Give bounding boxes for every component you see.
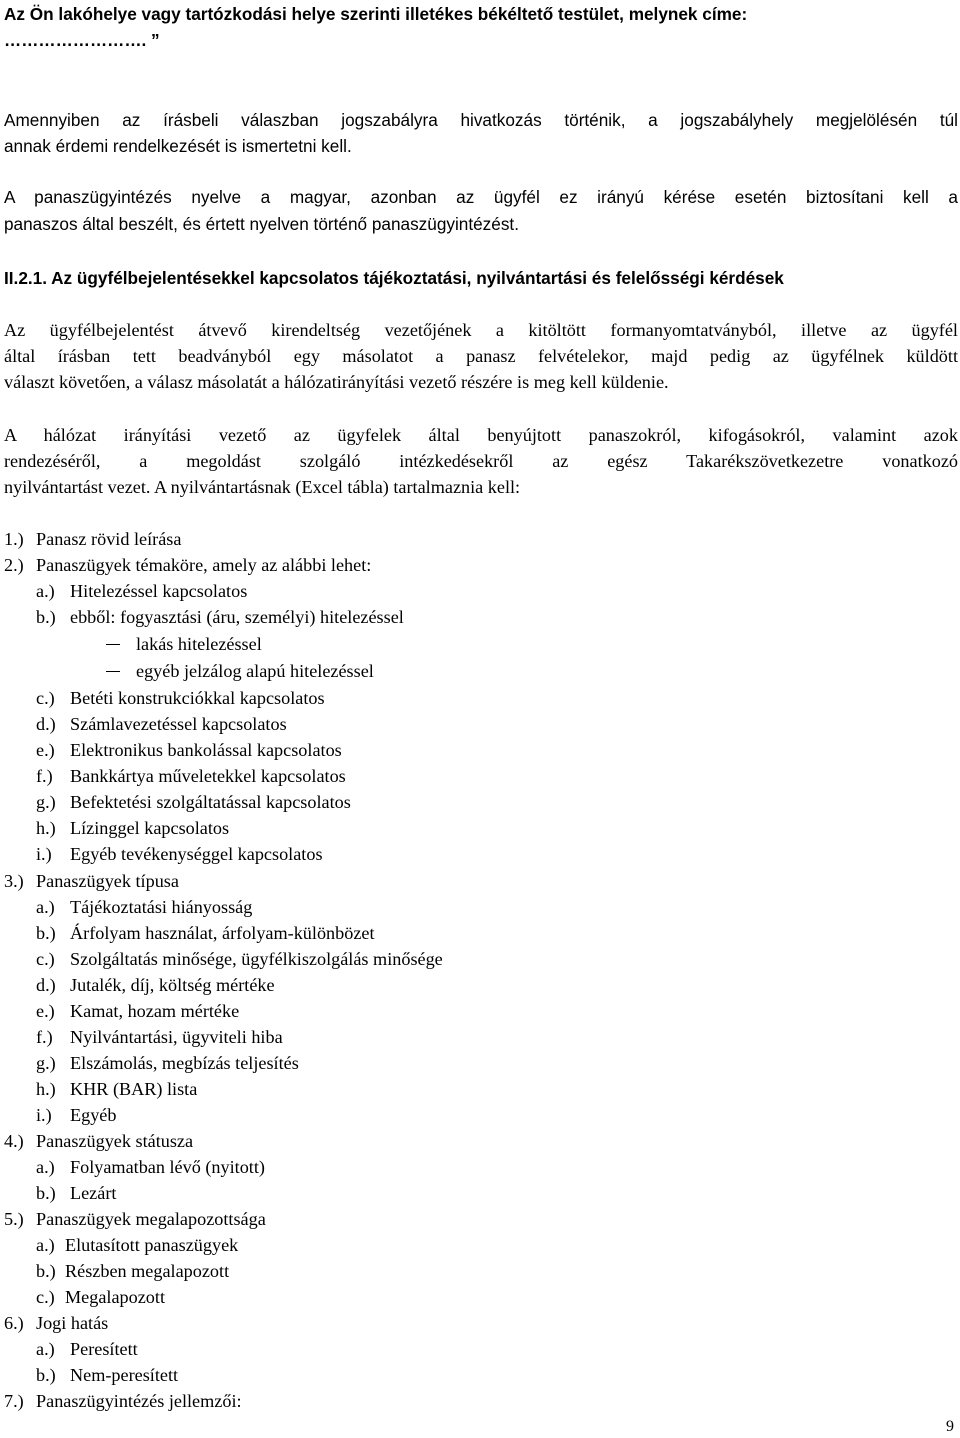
paragraph-3-line-3: választ követően, a válasz másolatát a hálózatirányítási vezető részére is meg kell küldenie. xyxy=(4,372,669,392)
list-item: i.) Egyéb xyxy=(36,1105,117,1125)
list-item: d.) Számlavezetéssel kapcsolatos xyxy=(36,714,287,734)
paragraph-4-line-2: rendezéséről, a megoldást szolgáló intézkedésekről az egész Takarékszövetkezetre vonatkozó xyxy=(4,451,958,471)
list-item: 6.) Jogi hatás xyxy=(4,1313,109,1333)
list-item: b.) Nem-peresített xyxy=(36,1365,179,1385)
paragraph-1-line-1: Amennyiben az írásbeli válaszban jogszabályra hivatkozás történik, a jogszabályhely megjelölésén túl xyxy=(4,110,958,130)
paragraph-1-line-2: annak érdemi rendelkezését is ismertetni kell. xyxy=(4,136,352,156)
intro-heading-continuation: ……………………. ” xyxy=(4,30,160,50)
list-item: b.) ebből: fogyasztási (áru, személyi) hitelezéssel xyxy=(36,607,404,627)
paragraph-2-line-1: A panaszügyintézés nyelve a magyar, azonban az ügyfél ez irányú kérése esetén biztosítani kell a xyxy=(4,187,958,207)
list-item: 3.) Panaszügyek típusa xyxy=(4,871,179,891)
paragraph-3-line-2: által írásban tett beadványból egy másolatot a panasz felvételekor, majd pedig az ügyfélnek küldött xyxy=(4,346,958,366)
list-item: d.) Jutalék, díj, költség mértéke xyxy=(36,975,275,995)
list-item: a.) Folyamatban lévő (nyitott) xyxy=(36,1157,265,1177)
list-item: a.) Hitelezéssel kapcsolatos xyxy=(36,581,248,601)
list-item: b.) Részben megalapozott xyxy=(36,1261,230,1281)
intro-heading: Az Ön lakóhelye vagy tartózkodási helye szerinti illetékes békéltető testület, melynek címe: xyxy=(4,4,748,24)
list-item: 5.) Panaszügyek megalapozottsága xyxy=(4,1209,266,1229)
list-item: b.) Árfolyam használat, árfolyam-különbözet xyxy=(36,923,375,943)
paragraph-4-line-1: A hálózat irányítási vezető az ügyfelek által benyújtott panaszokról, kifogásokról, valamint azok xyxy=(4,425,958,445)
list-item: f.) Nyilvántartási, ügyviteli hiba xyxy=(36,1027,283,1047)
list-item: a.) Peresített xyxy=(36,1339,138,1359)
list-item: c.) Szolgáltatás minősége, ügyfélkiszolgálás minősége xyxy=(36,949,443,969)
paragraph-2-line-2: panaszos által beszélt, és értett nyelven történő panaszügyintézést. xyxy=(4,214,519,234)
list-item: g.) Befektetési szolgáltatással kapcsolatos xyxy=(36,792,351,812)
paragraph-4-line-3: nyilvántartást vezet. A nyilvántartásnak (Excel tábla) tartalmaznia kell: xyxy=(4,477,521,497)
list-item: lakás hitelezéssel xyxy=(106,632,262,656)
page-number: 9 xyxy=(946,1418,954,1435)
list-item: c.) Megalapozott xyxy=(36,1287,165,1307)
list-item: a.) Elutasított panaszügyek xyxy=(36,1235,239,1255)
list-item: e.) Elektronikus bankolással kapcsolatos xyxy=(36,740,342,760)
list-item: egyéb jelzálog alapú hitelezéssel xyxy=(106,659,374,683)
list-item: h.) KHR (BAR) lista xyxy=(36,1079,198,1099)
list-item: 1.) Panasz rövid leírása xyxy=(4,529,182,549)
list-item: f.) Bankkártya műveletekkel kapcsolatos xyxy=(36,766,346,786)
list-item: c.) Betéti konstrukciókkal kapcsolatos xyxy=(36,688,325,708)
list-item: 7.) Panaszügyintézés jellemzői: xyxy=(4,1391,242,1411)
list-item: g.) Elszámolás, megbízás teljesítés xyxy=(36,1053,299,1073)
list-item: b.) Lezárt xyxy=(36,1183,117,1203)
list-item: i.) Egyéb tevékenységgel kapcsolatos xyxy=(36,844,323,864)
list-item: 4.) Panaszügyek státusza xyxy=(4,1131,194,1151)
section-title: II.2.1. Az ügyfélbejelentésekkel kapcsolatos tájékoztatási, nyilvántartási és felelősségi kérdések xyxy=(4,268,784,288)
dash-bullet xyxy=(106,644,120,645)
list-item: a.) Tájékoztatási hiányosság xyxy=(36,897,253,917)
dash-bullet xyxy=(106,671,120,672)
paragraph-3-line-1: Az ügyfélbejelentést átvevő kirendeltség vezetőjének a kitöltött formanyomtatványból, illetve az ügyfél xyxy=(4,320,958,340)
list-item: 2.) Panaszügyek témaköre, amely az alábbi lehet: xyxy=(4,555,372,575)
list-item: h.) Lízinggel kapcsolatos xyxy=(36,818,230,838)
list-item: e.) Kamat, hozam mértéke xyxy=(36,1001,240,1021)
